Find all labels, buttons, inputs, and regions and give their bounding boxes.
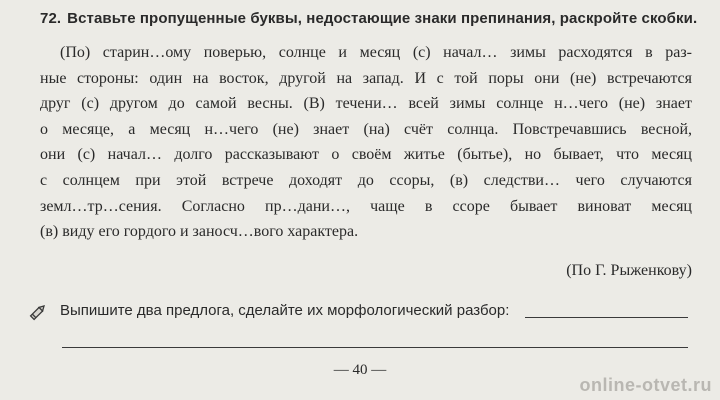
passage-line: друг (с) другом до самой весны. (В) течени… всей зимы солнце н…чего (не) знает — [40, 95, 692, 113]
passage-line: земл…тр…сения. Согласно пр…дани…, чаще в ссоре бывает виноват месяц — [40, 197, 692, 215]
passage-line: они (с) начал… долго рассказывают о своём житье (бытье), но бывает, что месяц — [40, 146, 692, 164]
task-header — [40, 8, 710, 30]
exercise-question: Выпишите два предлога, сделайте их морфологический разбор: — [60, 302, 510, 319]
watermark: online-otvet.ru — [579, 375, 712, 395]
passage-line: о месяце, а месяц н…чего (не) знает (на) счёт солнца. Повстречавшись весной, — [40, 120, 692, 138]
passage-text — [40, 40, 692, 245]
answer-line — [62, 347, 688, 348]
passage-line: (в) виду его гордого и заносч…вого характера. — [40, 223, 359, 241]
passage-line: (По) старин…ому поверью, солнце и месяц (с) начал… зимы расходятся в раз- — [60, 44, 692, 61]
passage-source: (По Г. Рыженкову) — [566, 262, 692, 279]
answer-line — [525, 317, 688, 318]
passage-line: ные стороны: один на восток, другой на запад. И с той поры они (не) встречаются — [40, 69, 692, 87]
passage-line: с солнцем при этой встрече доходят до ссоры, (в) следстви… чего случаются — [40, 171, 692, 189]
pencil-icon — [28, 302, 48, 322]
task-number: 72. — [40, 10, 62, 27]
page-number: — 40 — — [333, 362, 387, 378]
task-instruction: Вставьте пропущенные буквы, недостающие знаки препинания, раскройте скобки. — [67, 10, 698, 27]
